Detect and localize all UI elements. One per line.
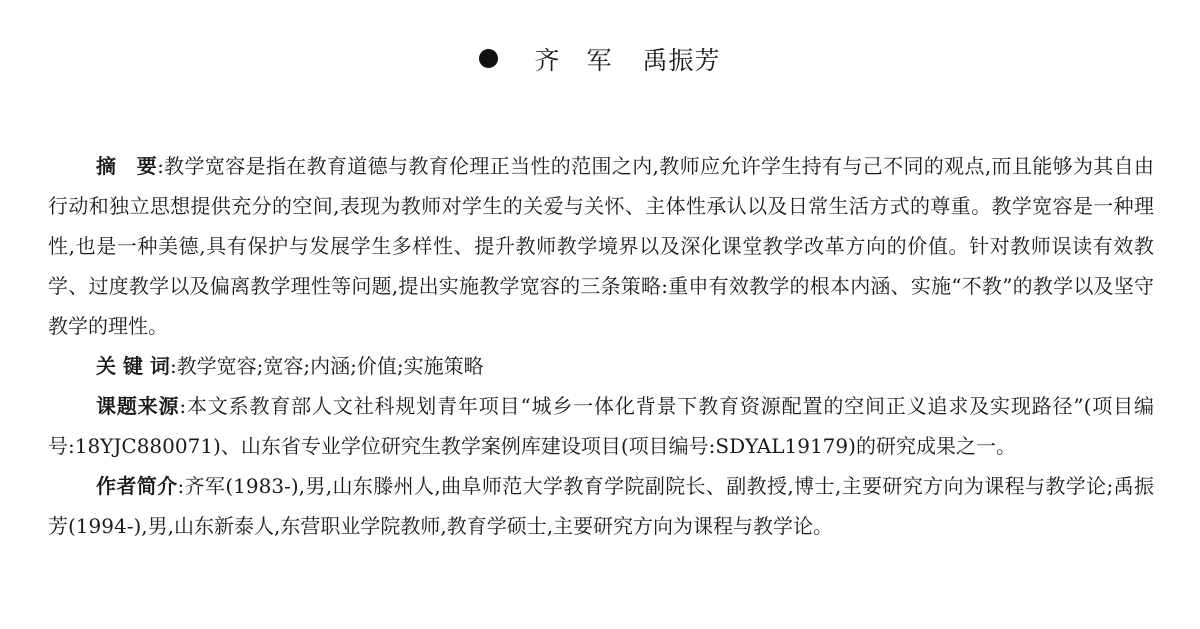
keywords-paragraph	[48, 346, 1154, 386]
abstract-label: 摘 要	[96, 154, 158, 178]
funding-text: 本文系教育部人文社科规划青年项目“城乡一体化背景下教育资源配置的空间正义追求及实现路径”(项目编号:18YJC880071)、山东省专业学位研究生教学案例库建设项目(项目编号:SDYAL19179)的研究成果之一。	[48, 394, 1154, 458]
author-bio-label: 作者简介	[96, 474, 178, 498]
funding-colon: :	[179, 394, 187, 418]
author-bio-text: 齐军(1983-),男,山东滕州人,曲阜师范大学教育学院副院长、副教授,博士,主要研究方向为课程与教学论;禹振芳(1994-),男,山东新泰人,东营职业学院教师,教育学硕士,主要研究方向为课程与教学论。	[48, 474, 1154, 538]
abstract-colon: :	[157, 154, 164, 178]
author-name-1: 齐 军	[534, 45, 613, 75]
abstract-text: 教学宽容是指在教育道德与教育伦理正当性的范围之内,教师应允许学生持有与己不同的观点,而且能够为其自由行动和独立思想提供充分的空间,表现为教师对学生的关爱与关怀、主体性承认以及日常生活方式的尊重。教学宽容是一种理性,也是一种美德,具有保护与发展学生多样性、提升教师教学境界以及深化课堂教学改革方向的价值。针对教师误读有效教学、过度教学以及偏离教学理性等问题,提出实施教学宽容的三条策略:重申有效教学的根本内涵、实施“不教”的教学以及坚守教学的理性。	[48, 154, 1155, 338]
author-bio-paragraph	[48, 466, 1154, 546]
author-bio-colon: :	[177, 474, 185, 498]
funding-label: 课题来源	[96, 394, 180, 418]
funding-paragraph	[48, 386, 1154, 466]
abstract-block	[48, 146, 1154, 546]
author-line	[0, 42, 1200, 78]
keywords-text: 教学宽容;宽容;内涵;价值;实施策略	[176, 354, 484, 378]
author-name-2: 禹振芳	[642, 45, 721, 75]
keywords-label: 关 键 词	[96, 354, 170, 378]
keywords-colon: :	[169, 354, 177, 378]
abstract-paragraph	[48, 146, 1154, 346]
bullet-dot-icon	[479, 49, 498, 68]
